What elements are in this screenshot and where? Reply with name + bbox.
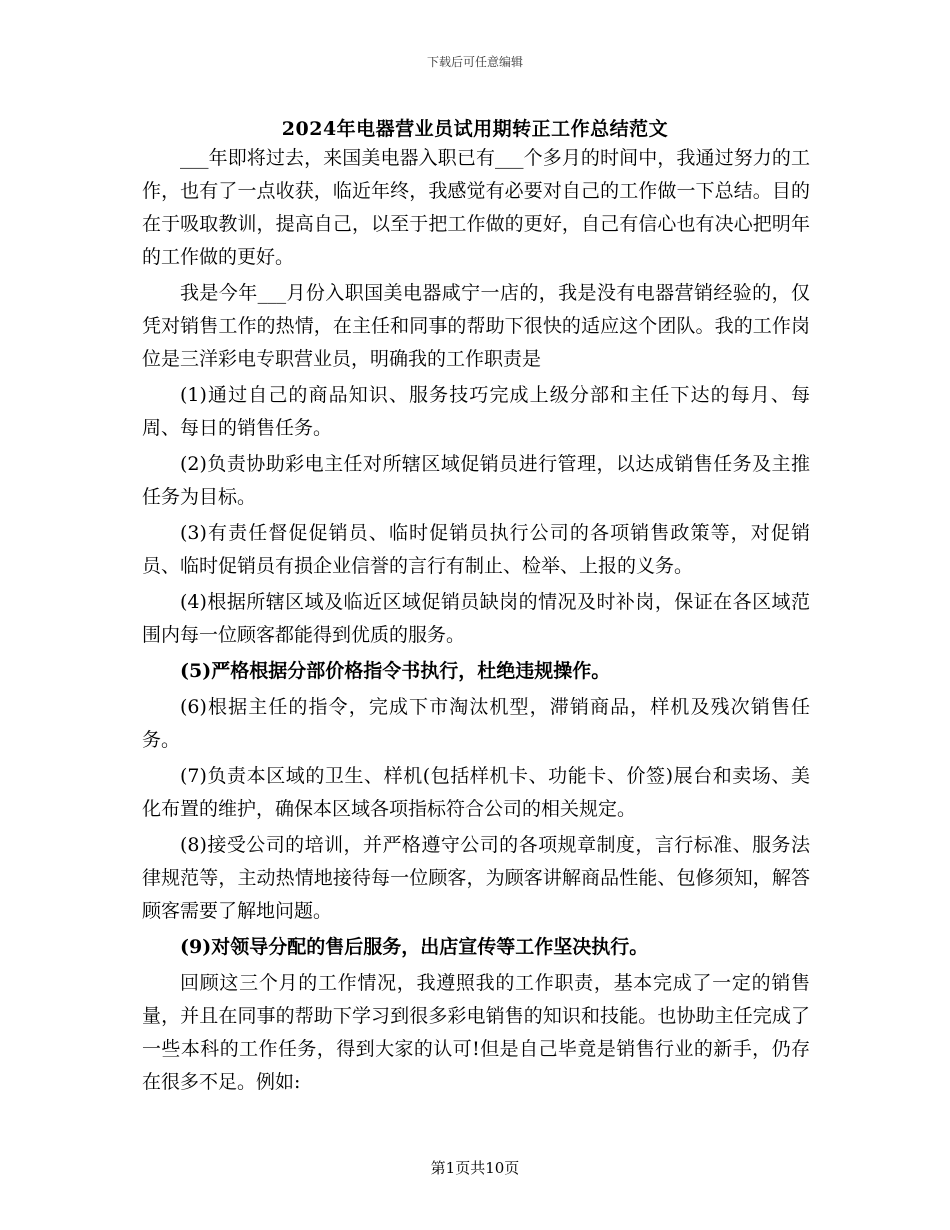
duty-item-4: (4)根据所辖区域及临近区域促销员缺岗的情况及时补岗，保证在各区域范围内每一位顾客都能得到优质的服务。 bbox=[142, 591, 810, 646]
duty-item-7: (7)负责本区域的卫生、样机(包括样机卡、功能卡、价签)展台和卖场、美化布置的维护，确保本区域各项指标符合公司的相关规定。 bbox=[142, 765, 810, 820]
duty-item-2: (2)负责协助彩电主任对所辖区域促销员进行管理，以达成销售任务及主推任务为目标。 bbox=[142, 453, 810, 508]
duty-item-6: (6)根据主任的指令，完成下市淘汰机型，滞销商品，样机及残次销售任务。 bbox=[142, 696, 810, 751]
duty-item-1: (1)通过自己的商品知识、服务技巧完成上级分部和主任下达的每月、每周、每日的销售任务。 bbox=[142, 384, 810, 439]
duty-item-8: (8)接受公司的培训，并严格遵守公司的各项规章制度，言行标准、服务法律规范等，主动热情地接待每一位顾客，为顾客讲解商品性能、包修须知，解答顾客需要了解地问题。 bbox=[142, 834, 810, 922]
page-footer: 第1页共10页 bbox=[430, 1159, 520, 1177]
document-title: 2024年电器营业员试用期转正工作总结范文 bbox=[281, 118, 669, 140]
duty-item-9: (9)对领导分配的售后服务，出店宣传等工作坚决执行。 bbox=[180, 936, 649, 958]
document-body bbox=[142, 142, 810, 1102]
paragraph-review: 回顾这三个月的工作情况，我遵照我的工作职责，基本完成了一定的销售量，并且在同事的帮助下学习到很多彩电销售的知识和技能。也协助主任完成了一些本科的工作任务，得到大家的认可!但是自己毕竟是销售行业的新手，仍存在很多不足。例如: bbox=[142, 972, 810, 1093]
paragraph-job-intro: 我是今年___月份入职国美电器咸宁一店的，我是没有电器营销经验的，仅凭对销售工作的热情，在主任和同事的帮助下很快的适应这个团队。我的工作岗位是三洋彩电专职营业员，明确我的工作职责是 bbox=[142, 282, 810, 370]
duty-item-5: (5)严格根据分部价格指令书执行，杜绝违规操作。 bbox=[180, 660, 611, 682]
paragraph-intro: ___年即将过去，来国美电器入职已有___个多月的时间中，我通过努力的工作，也有了一点收获，临近年终，我感觉有必要对自己的工作做一下总结。目的在于吸取教训，提高自己，以至于把工作做的更好，自己有信心也有决心把明年的工作做的更好。 bbox=[142, 147, 810, 268]
header-note: 下载后可任意编辑 bbox=[426, 55, 523, 69]
duty-item-3: (3)有责任督促促销员、临时促销员执行公司的各项销售政策等，对促销员、临时促销员有损企业信誉的言行有制止、检举、上报的义务。 bbox=[142, 522, 810, 577]
